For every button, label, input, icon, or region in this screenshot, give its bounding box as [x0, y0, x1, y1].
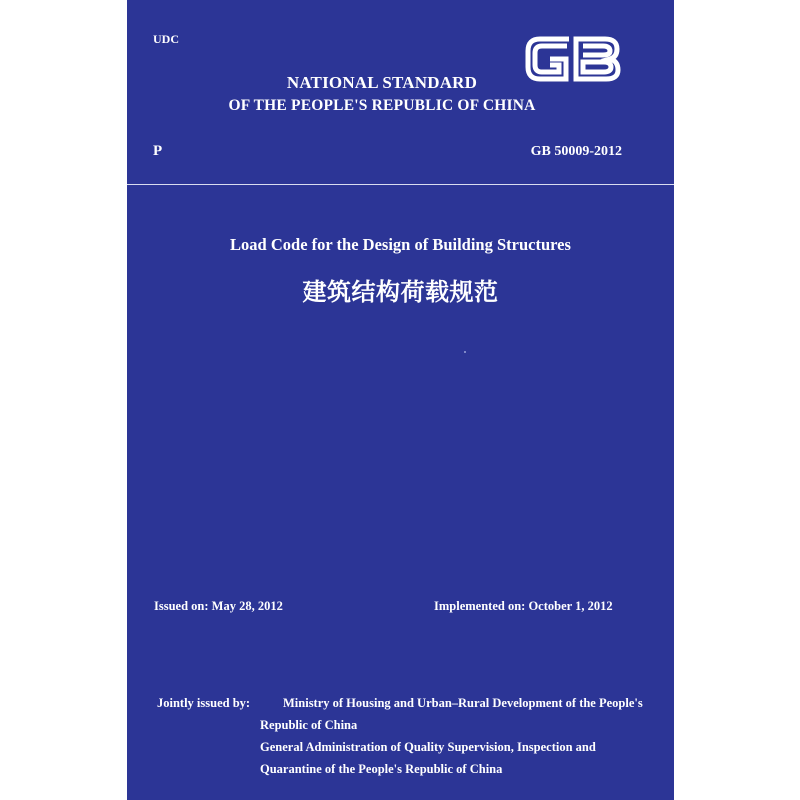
issuer-2-line-1: General Administration of Quality Supervision, Inspection and [260, 740, 596, 754]
standard-header-line2: OF THE PEOPLE'S REPUBLIC OF CHINA [228, 97, 536, 114]
book-cover [127, 0, 674, 800]
chinese-title: 建筑结构荷载规范 [302, 278, 499, 306]
classification-letter: P [153, 143, 163, 159]
issuer-2-line-2: Quarantine of the People's Republic of China [260, 762, 503, 776]
standard-header-line1: NATIONAL STANDARD [286, 73, 478, 92]
print-speck [464, 351, 466, 353]
standard-code: GB 50009-2012 [530, 144, 622, 159]
english-title: Load Code for the Design of Building Structures [230, 235, 571, 254]
header-divider [127, 184, 674, 185]
udc-label: UDC [153, 32, 179, 46]
issuer-1-line-2: Republic of China [260, 718, 358, 732]
implemented-date: Implemented on: October 1, 2012 [434, 599, 613, 613]
issued-date: Issued on: May 28, 2012 [154, 599, 283, 613]
issuer-1-line-1: Ministry of Housing and Urban–Rural Development of the People's [283, 696, 643, 710]
jointly-issued-label: Jointly issued by: [157, 696, 251, 710]
